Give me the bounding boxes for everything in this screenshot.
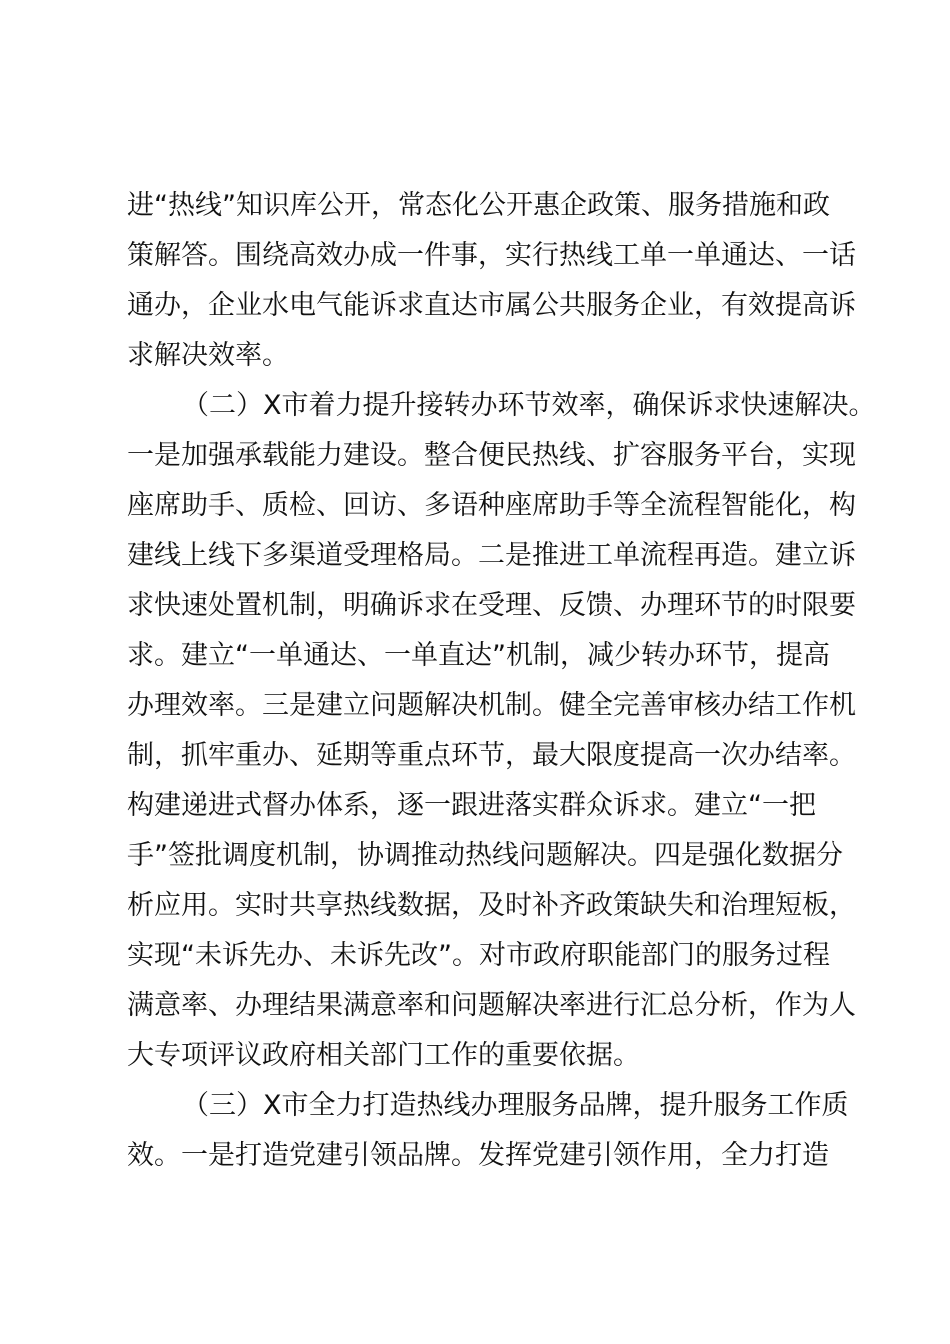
text-line-6: 一是加强承载能力建设。整合便民热线、扩容服务平台，实现	[127, 440, 856, 471]
text-line-2: 策解答。围绕高效办成一件事，实行热线工单一单通达、一话	[127, 240, 856, 271]
text-line-8: 建线上线下多渠道受理格局。二是推进工单流程再造。建立诉	[127, 540, 856, 571]
text-line-17: 满意率、办理结果满意率和问题解决率进行汇总分析，作为人	[127, 990, 856, 1021]
section-heading-3: （三）X市全力打造热线办理服务品牌，提升服务工作质	[182, 1090, 849, 1121]
text-line-14: 手”签批调度机制，协调推动热线问题解决。四是强化数据分	[127, 840, 843, 871]
text-line-16: 实现“未诉先办、未诉先改”。对市政府职能部门的服务过程	[127, 940, 830, 971]
text-line-9: 求快速处置机制，明确诉求在受理、反馈、办理环节的时限要	[127, 590, 856, 621]
section-heading-2: （二）X市着力提升接转办环节效率，确保诉求快速解决。	[182, 390, 876, 421]
text-line-13: 构建递进式督办体系，逐一跟进落实群众诉求。建立“一把	[127, 790, 816, 821]
text-line-10: 求。建立“一单通达、一单直达”机制，减少转办环节，提高	[127, 640, 830, 671]
text-line-12: 制，抓牢重办、延期等重点环节，最大限度提高一次办结率。	[127, 740, 856, 771]
text-line-4: 求解决效率。	[127, 340, 289, 371]
text-line-11: 办理效率。三是建立问题解决机制。健全完善审核办结工作机	[127, 690, 856, 721]
text-line-3: 通办，企业水电气能诉求直达市属公共服务企业，有效提高诉	[127, 290, 856, 321]
text-line-7: 座席助手、质检、回访、多语种座席助手等全流程智能化，构	[127, 490, 856, 521]
text-line-20: 效。一是打造党建引领品牌。发挥党建引领作用，全力打造	[127, 1140, 829, 1171]
text-line-1: 进“热线”知识库公开，常态化公开惠企政策、服务措施和政	[127, 190, 830, 221]
text-line-15: 析应用。实时共享热线数据，及时补齐政策缺失和治理短板，	[127, 890, 856, 921]
text-line-18: 大专项评议政府相关部门工作的重要依据。	[127, 1040, 640, 1071]
